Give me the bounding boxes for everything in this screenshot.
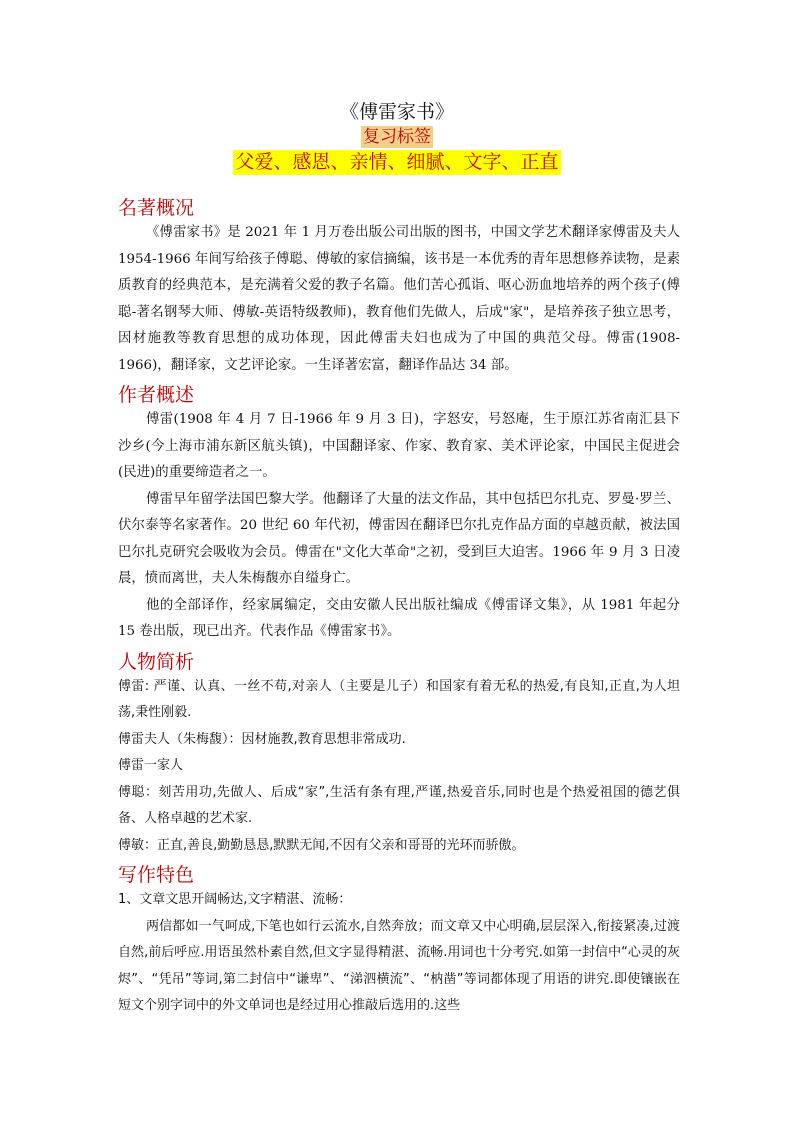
author-paragraph-2: 傅雷早年留学法国巴黎大学。他翻译了大量的法文作品，其中包括巴尔扎克、罗曼·罗兰、伏尔泰等名家著作。20 世纪 60 年代初，傅雷因在翻译巴尔扎克作品方面的卓越贡献，被法国巴尔扎克研究会吸收为会员。傅雷在"文化大革命"之初，受到巨大迫害。1966 年 9 月 3 日凌晨，愤而离世，夫人朱梅馥亦自缢身亡。 — [118, 491, 680, 586]
author-paragraph-1: 傅雷(1908 年 4 月 7 日-1966 年 9 月 3 日)，字怒安，号怒庵，生于原江苏省南汇县下沙乡(今上海市浦东新区航头镇)，中国翻译家、作家、教育家、美术评论家，中国民主促进会(民进)的重要缔造者之一。 — [118, 412, 680, 480]
section-heading-author: 作者概述 — [118, 384, 195, 406]
character-fu-min: 傅敏：正直,善良,勤勤恳恳,默默无闻,不因有父亲和哥哥的光环而骄傲。 — [118, 837, 525, 853]
writing-paragraph: 两信都如一气呵成,下笔也如行云流水,自然奔放；而文章又中心明确,层层深入,衔接紧凑,过渡自然,前后呼应.用语虽然朴素自然,但文字显得精湛、流畅.用词也十分考究.如第一封信中“心灵的灰烬”、“凭吊”等词,第二封信中“谦卑”、“涕泗横流”、“枘凿”等词都体现了用语的讲究.即使镶嵌在短文个别字词中的外文单词也是经过用心推敲后选用的.这些 — [118, 918, 680, 1013]
section-heading-writing: 写作特色 — [118, 864, 195, 886]
section-heading-overview: 名著概况 — [118, 197, 195, 219]
document-body — [118, 196, 680, 1020]
character-madame-fu: 傅雷夫人（朱梅馥）：因材施教,教育思想非常成功. — [118, 731, 406, 747]
title-block — [0, 100, 794, 175]
character-family: 傅雷一家人 — [118, 758, 184, 773]
book-title: 《傅雷家书》 — [339, 101, 454, 123]
writing-point-1: 1、文章文思开阔畅达,文字精湛、流畅： — [118, 892, 352, 907]
review-tag-label: 复习标签 — [363, 127, 431, 147]
character-fu-cong: 傅聪：刻苦用功,先做人、后成“家”,生活有条有理,严谨,热爱音乐,同时也是个热爱祖国的德艺俱备、人格卓越的艺术家. — [118, 784, 680, 826]
keyword-tags: 父爱、感恩、亲情、细腻、文字、正直 — [235, 151, 559, 173]
section-heading-characters: 人物简析 — [118, 650, 195, 673]
character-fu-lei: 傅雷: 严谨、认真、一丝不苟,对亲人（主要是儿子）和国家有着无私的热爱,有良知,正直,为人坦荡,秉性刚毅. — [118, 678, 680, 720]
author-paragraph-3: 他的全部译作，经家属编定，交由安徽人民出版社编成《傅雷译文集》，从 1981 年起分 15 卷出版，现已出齐。代表作品《傅雷家书》。 — [118, 597, 680, 639]
overview-paragraph: 《傅雷家书》是 2021 年 1 月万卷出版公司出版的图书，中国文学艺术翻译家傅雷及夫人 1954-1966 年间写给孩子傅聪、傅敏的家信摘编，该书是一本优秀的青年思想修养读物，是素质教育的经典范本，是充满着父爱的教子名篇。他们苦心孤诣、呕心沥血地培养的两个孩子(傅聪-著名钢琴大师、傅敏-英语特级教师)，教育他们先做人，后成"家"，是培养孩子独立思考，因材施教等教育思想的成功体现，因此傅雷夫妇也成为了中国的典范父母。傅雷(1908-1966)，翻译家，文艺评论家。一生译著宏富，翻译作品达 34 部。 — [118, 225, 680, 373]
